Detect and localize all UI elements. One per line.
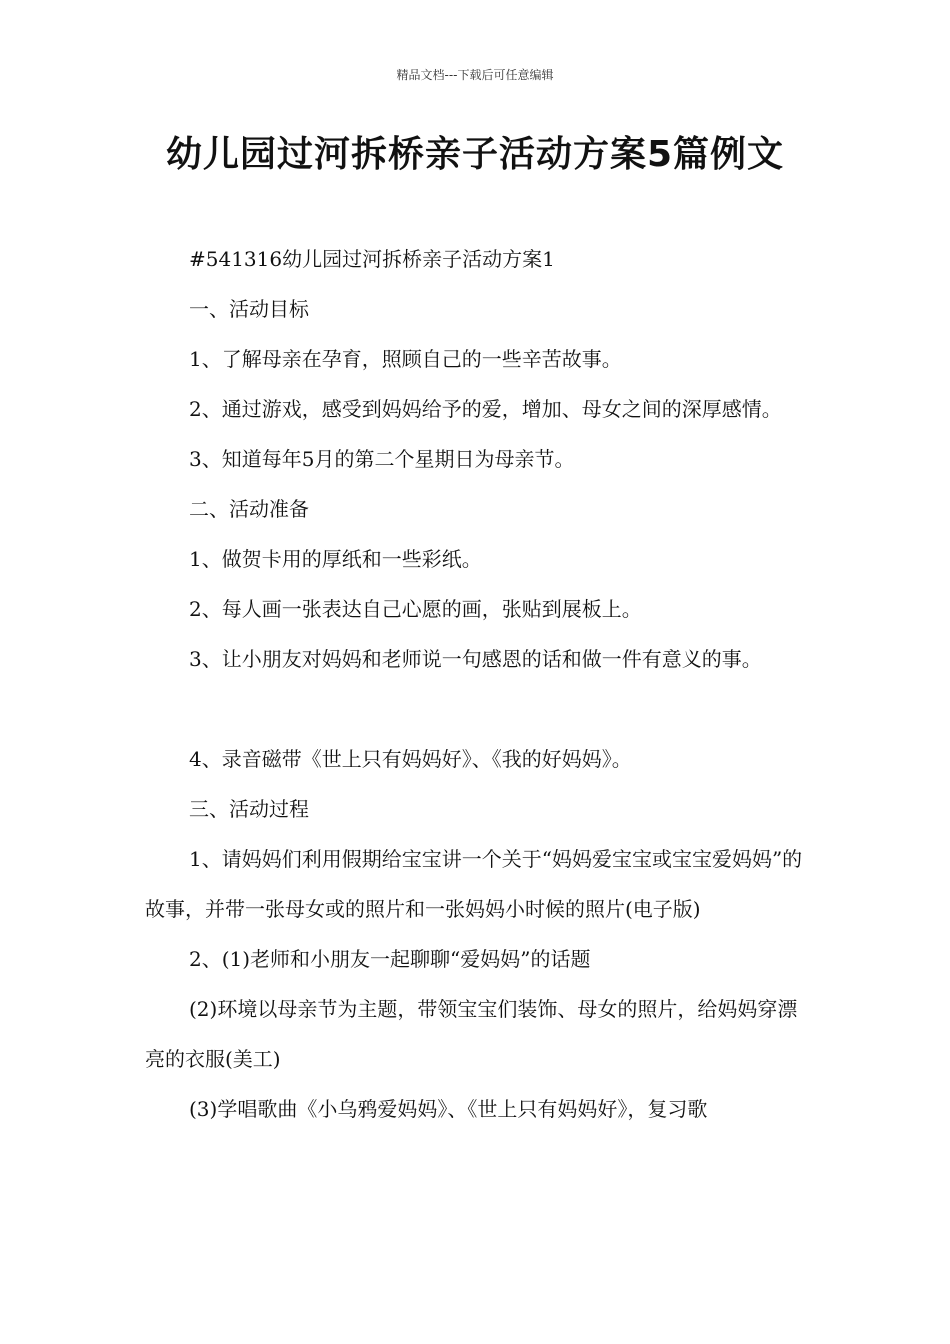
paragraph: 4、录音磁带《世上只有妈妈好》、《我的好妈妈》。 xyxy=(189,747,632,771)
paragraph: 2、(1)老师和小朋友一起聊聊“爱妈妈”的话题 xyxy=(189,947,591,971)
paragraph: 1、做贺卡用的厚纸和一些彩纸。 xyxy=(189,547,482,571)
section-heading-goals: 一、活动目标 xyxy=(189,297,309,321)
paragraph: 2、每人画一张表达自己心愿的画，张贴到展板上。 xyxy=(189,597,642,621)
paragraph: 1、请妈妈们利用假期给宝宝讲一个关于“妈妈爱宝宝或宝宝爱妈妈”的故事，并带一张母女或的照片和一张妈妈小时候的照片(电子版) xyxy=(145,847,803,921)
section-heading-preparation: 二、活动准备 xyxy=(189,497,309,521)
paragraph: (3)学唱歌曲《小乌鸦爱妈妈》、《世上只有妈妈好》，复习歌 xyxy=(189,1097,708,1121)
section-heading-process: 三、活动过程 xyxy=(189,797,309,821)
document-title: 幼儿园过河拆桥亲子活动方案5篇例文 xyxy=(165,134,785,175)
document-body xyxy=(145,234,810,1134)
paragraph: 2、通过游戏，感受到妈妈给予的爱，增加、母女之间的深厚感情。 xyxy=(189,397,782,421)
paragraph: 1、了解母亲在孕育，照顾自己的一些辛苦故事。 xyxy=(189,347,622,371)
paragraph: (2)环境以母亲节为主题，带领宝宝们装饰、母女的照片，给妈妈穿漂亮的衣服(美工) xyxy=(145,997,798,1071)
page-header-note: 精品文档---下载后可任意编辑 xyxy=(396,68,554,82)
paragraph: 3、知道每年5月的第二个星期日为母亲节。 xyxy=(189,447,575,471)
blank-line xyxy=(145,684,810,734)
paragraph-plan-heading: #541316幼儿园过河拆桥亲子活动方案1 xyxy=(189,247,555,271)
paragraph: 3、让小朋友对妈妈和老师说一句感恩的话和做一件有意义的事。 xyxy=(189,647,762,671)
